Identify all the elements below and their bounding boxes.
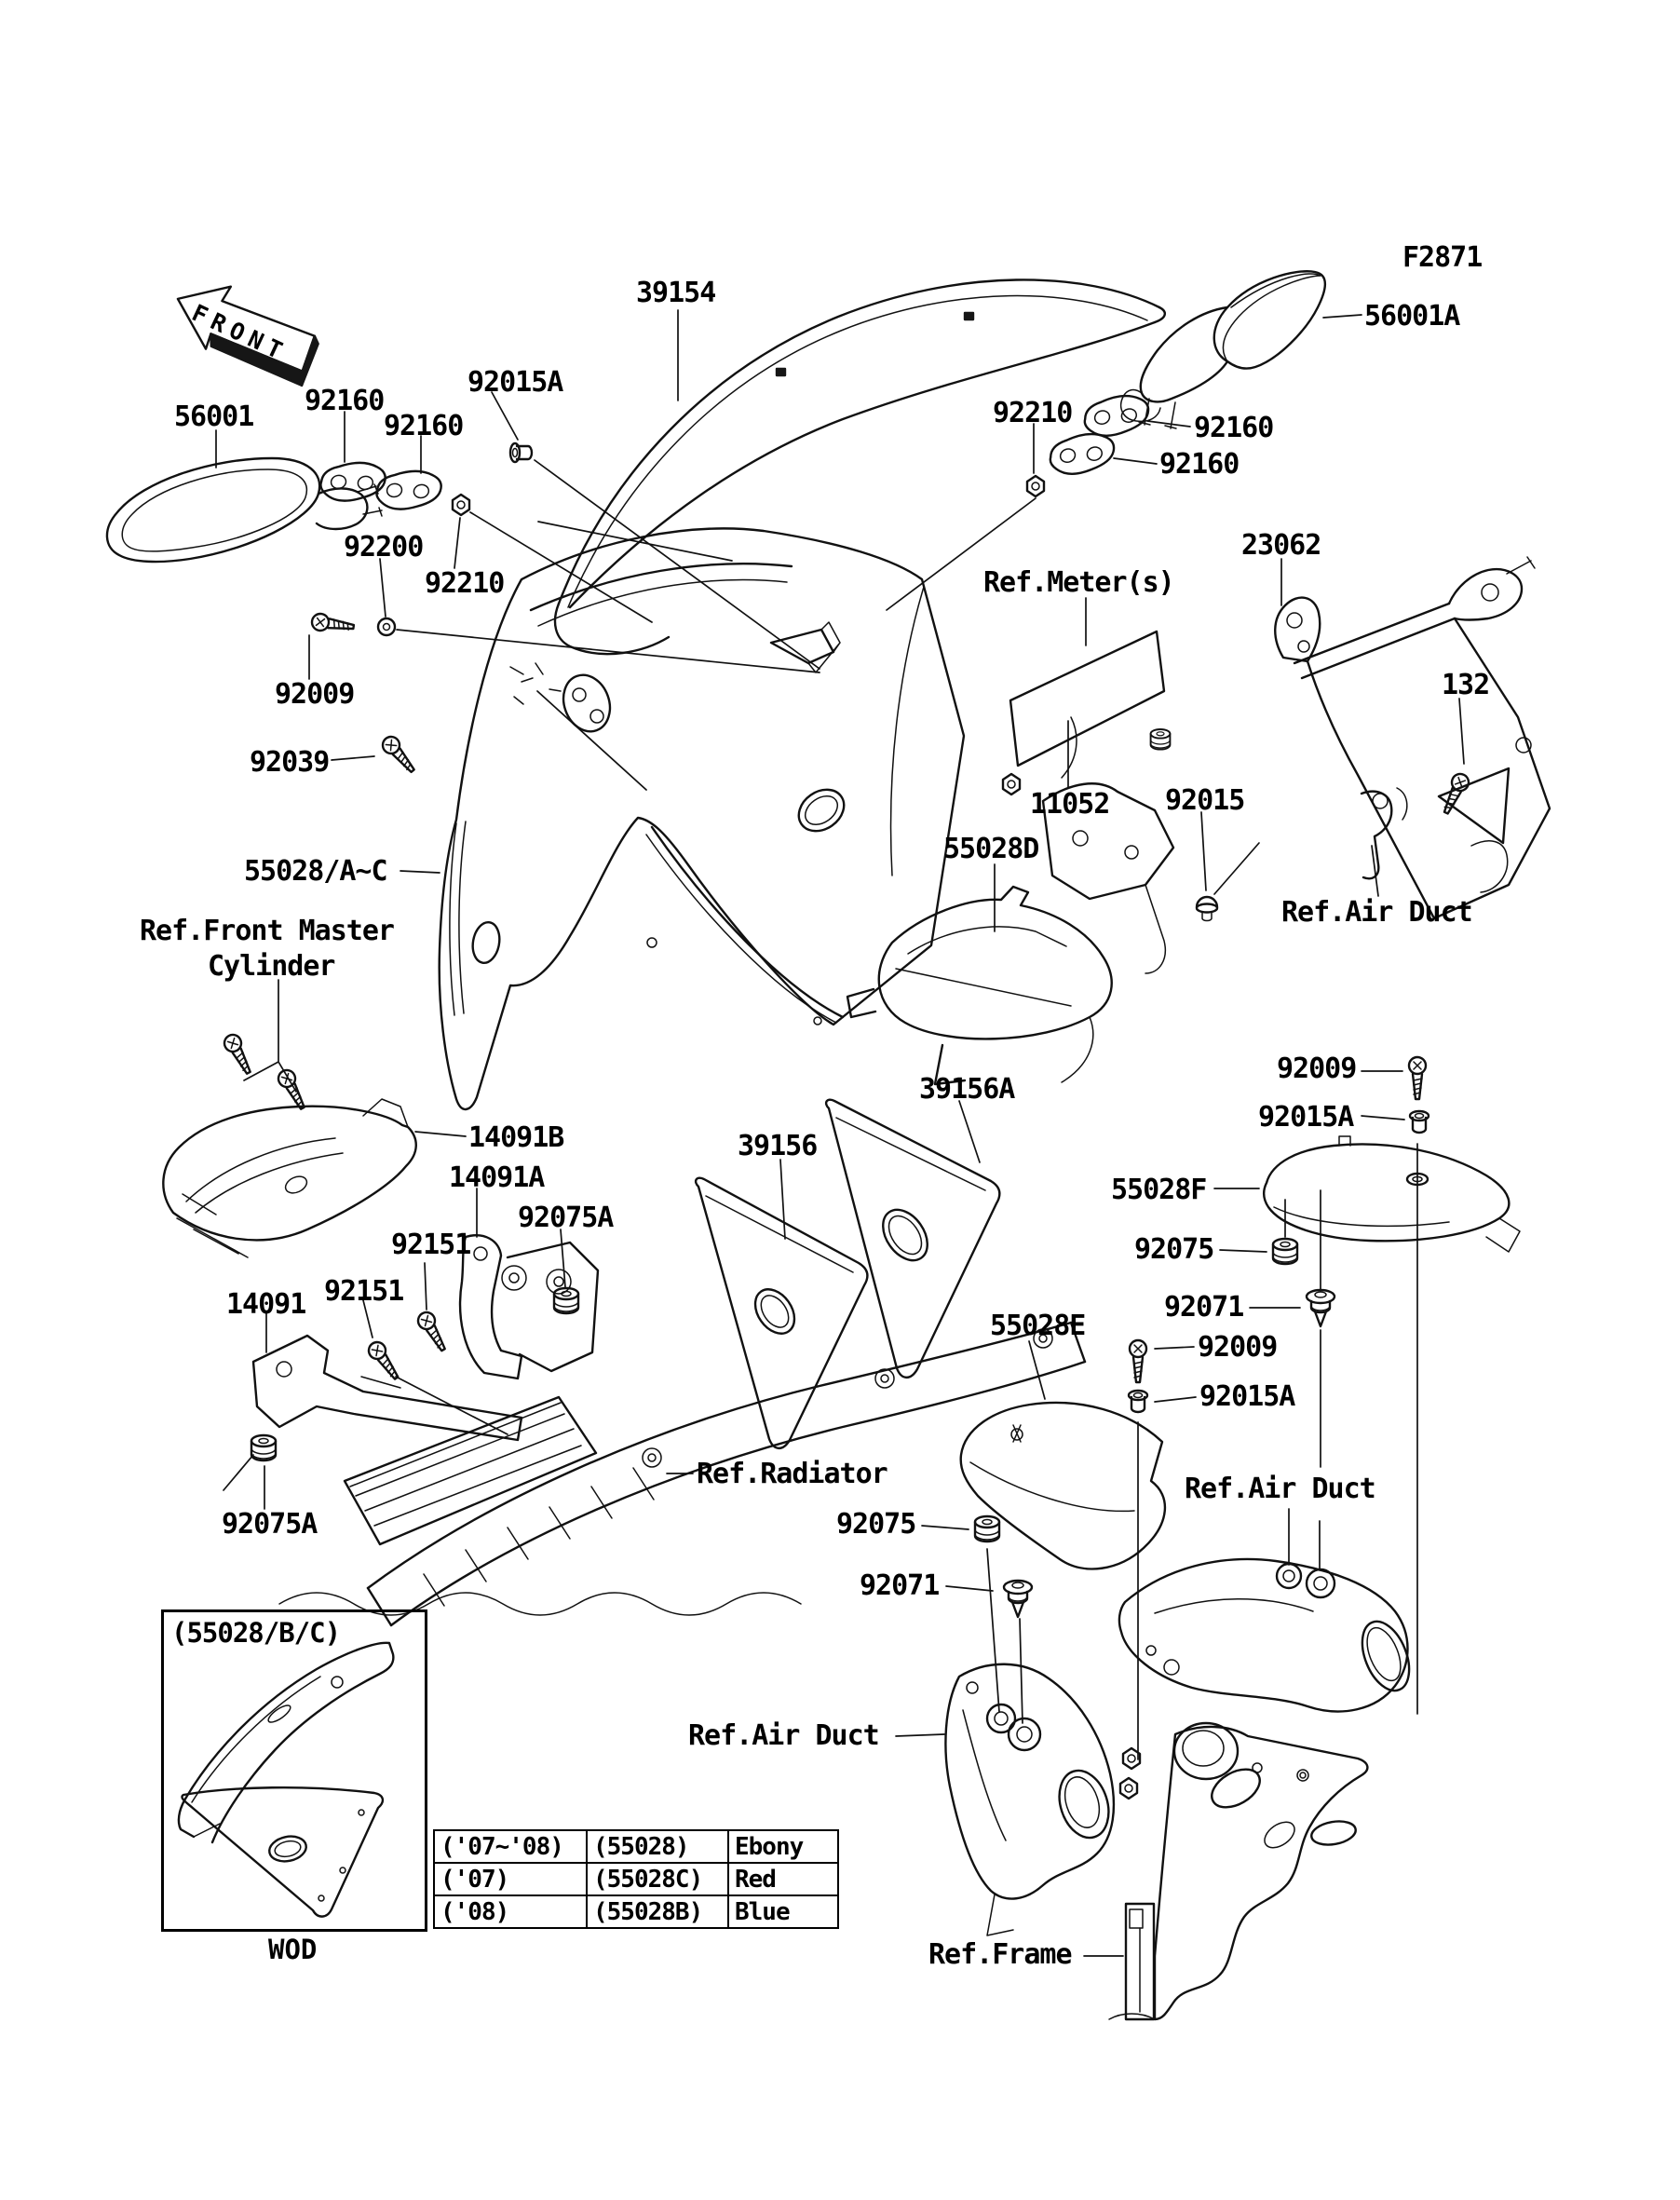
part-label-92151-lower: 92151: [324, 1275, 404, 1308]
master-cylinder-cover-drawing: [163, 1099, 415, 1257]
part-label-92009-mid: 92009: [1198, 1331, 1278, 1364]
screw-92151-lower: [365, 1338, 403, 1382]
part-label-92015a-right: 92015A: [1258, 1101, 1354, 1134]
part-label-92160-right-2: 92160: [1159, 448, 1240, 481]
part-label-92015: 92015: [1165, 784, 1245, 817]
grommet-92075a-lower: [251, 1435, 276, 1460]
part-label-92075-right: 92075: [1134, 1233, 1214, 1266]
wellnut-92071-right: [1307, 1290, 1335, 1326]
ref-label-frame: Ref.Frame: [928, 1938, 1072, 1971]
part-label-92071-mid: 92071: [860, 1569, 940, 1602]
air-duct-right-drawing: [1119, 1559, 1418, 1711]
screw-92151-line: [396, 1377, 508, 1434]
plate-39156a-drawing: [826, 1100, 999, 1378]
part-label-92151-upper: 92151: [391, 1229, 471, 1261]
figure-code: F2871: [1402, 241, 1483, 274]
screw-92009-right: [1409, 1057, 1426, 1099]
cell-years: ('08): [434, 1895, 587, 1928]
cell-color: Ebony: [728, 1830, 838, 1863]
stay-14091-drawing: [253, 1336, 522, 1440]
table-row: [434, 1830, 838, 1863]
ref-label-air-duct-top: Ref.Air Duct: [1281, 896, 1472, 929]
part-label-92009-left: 92009: [275, 678, 355, 711]
upper-cowl-drawing: [440, 522, 964, 1109]
part-label-92015a-mid: 92015A: [1199, 1380, 1295, 1413]
ref-label-meters: Ref.Meter(s): [983, 566, 1174, 599]
pad-55028f-drawing: [1264, 1136, 1520, 1252]
part-label-92039: 92039: [250, 746, 330, 779]
grommet-92075a-upper: [554, 1288, 578, 1313]
part-label-92200: 92200: [344, 531, 424, 564]
part-label-132: 132: [1442, 669, 1490, 701]
part-label-92009-right: 92009: [1277, 1052, 1357, 1085]
left-mirror-drawing: [107, 458, 382, 562]
bushing-92015a-mid: [1129, 1391, 1147, 1412]
nut-92210-left: [453, 495, 469, 515]
part-label-11052: 11052: [1030, 788, 1110, 821]
plate-39156-drawing: [696, 1178, 867, 1448]
color-variant-table: [433, 1829, 839, 1929]
cell-years: ('07~'08): [434, 1830, 587, 1863]
part-label-56001: 56001: [174, 401, 254, 433]
grommet-92075-mid: [975, 1516, 999, 1541]
nut-92210-right: [1027, 476, 1044, 496]
pad-55028e-drawing: [961, 1403, 1165, 1569]
part-label-14091a: 14091A: [449, 1161, 545, 1194]
cell-color: Blue: [728, 1895, 838, 1928]
grommet-92015: [1197, 897, 1217, 921]
ref-label-radiator: Ref.Radiator: [697, 1458, 887, 1490]
part-label-55028e: 55028E: [990, 1310, 1086, 1342]
damper-meter: [1151, 729, 1171, 750]
front-marker-label: FRONT: [187, 299, 292, 367]
part-label-55028-a-c: 55028/A~C: [244, 855, 387, 888]
part-label-39156: 39156: [738, 1130, 818, 1162]
cell-color: Red: [728, 1863, 838, 1895]
footnote-wod: WOD: [268, 1934, 318, 1965]
part-label-92075a-lower: 92075A: [222, 1508, 318, 1541]
air-duct-bottom-drawing: [945, 1664, 1117, 1935]
nut-frame-2: [1120, 1778, 1137, 1799]
part-label-92071-right: 92071: [1164, 1291, 1244, 1324]
part-label-14091b: 14091B: [468, 1121, 564, 1154]
part-label-92210-right: 92210: [993, 397, 1073, 429]
cell-part-no: (55028C): [587, 1863, 728, 1895]
part-label-92075-mid: 92075: [836, 1508, 916, 1541]
frame-drawing: [1109, 1723, 1367, 2019]
air-duct-bracket-drawing: [1362, 788, 1407, 878]
screw-92009-left: [311, 613, 355, 635]
ref-label-air-duct-right: Ref.Air Duct: [1185, 1473, 1375, 1505]
screw-92009-mid: [1130, 1340, 1146, 1382]
table-row: [434, 1895, 838, 1928]
ref-label-air-duct-bottom: Ref.Air Duct: [688, 1719, 879, 1752]
part-label-92160-right-1: 92160: [1194, 412, 1274, 444]
ref-label-front-master-line1: Ref.Front Master: [140, 915, 394, 947]
part-label-55028f: 55028F: [1111, 1174, 1207, 1206]
assembly-lines-top: [397, 460, 1036, 672]
part-label-23062: 23062: [1241, 529, 1321, 562]
part-label-92075a-upper: 92075A: [518, 1202, 614, 1234]
part-label-39156a: 39156A: [919, 1073, 1015, 1106]
bushing-92015a-top: [510, 443, 532, 462]
part-label-92210-left: 92210: [425, 567, 505, 600]
ref-label-front-master-line2: Cylinder: [208, 950, 335, 983]
grommet-92015-line: [1214, 843, 1259, 894]
part-label-39154: 39154: [636, 277, 716, 309]
wellnut-92071-mid: [1004, 1581, 1032, 1617]
screw-92151-upper: [415, 1310, 451, 1354]
meter-stay-drawing: [1275, 557, 1550, 918]
part-label-14091: 14091: [226, 1288, 306, 1321]
grommet-92075-right: [1273, 1239, 1297, 1264]
inset-variant-box: [161, 1609, 427, 1932]
cell-part-no: (55028): [587, 1830, 728, 1863]
part-label-92015a-top: 92015A: [467, 366, 563, 399]
part-label-92160-left-1: 92160: [305, 385, 385, 417]
washer-92200: [378, 618, 395, 635]
right-mirror-drawing: [1121, 271, 1325, 428]
arrow-92075a-lower: [224, 1455, 253, 1490]
inner-cover-55028d-drawing: [847, 887, 1112, 1084]
part-label-92160-left-2: 92160: [384, 410, 464, 442]
screw-master-1: [222, 1032, 256, 1077]
cell-years: ('07): [434, 1863, 587, 1895]
table-row: [434, 1863, 838, 1895]
nut-meter: [1003, 774, 1020, 794]
stay-wells-drawing: [502, 1243, 598, 1371]
part-label-56001a: 56001A: [1364, 300, 1460, 333]
part-label-55028d: 55028D: [943, 833, 1039, 865]
bushing-92015a-right: [1410, 1111, 1429, 1133]
screw-92039: [379, 733, 419, 776]
inset-caption: (55028/B/C): [171, 1617, 341, 1649]
cell-part-no: (55028B): [587, 1895, 728, 1928]
